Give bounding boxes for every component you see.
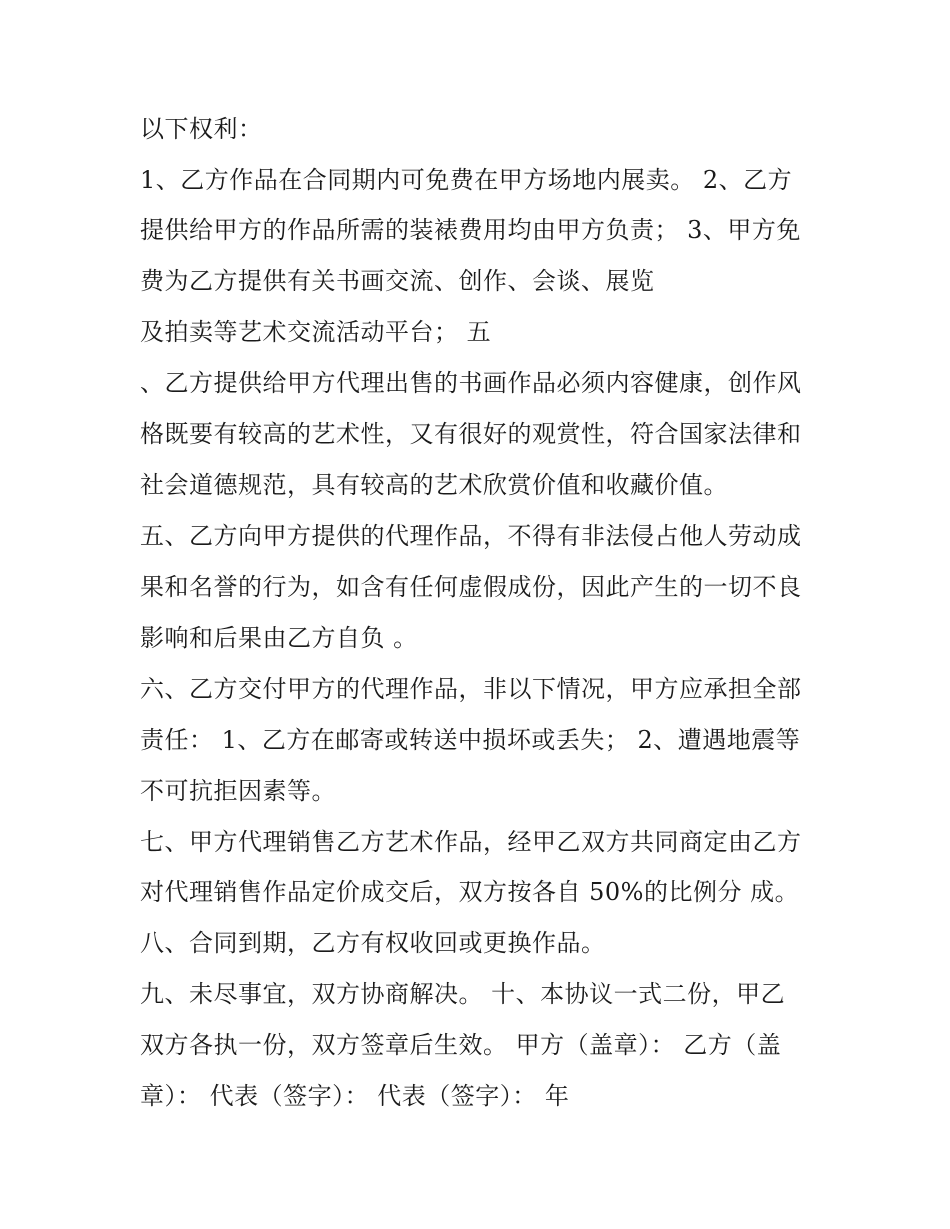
text-line: 1、乙方作品在合同期内可免费在甲方场地内展卖。 2、乙方 [140, 166, 793, 194]
text-line: 章）： 代表（签字）： 代表（签字）： 年 [140, 1082, 570, 1110]
text-line: 、乙方提供给甲方代理出售的书画作品必须内容健康，创作风 [140, 369, 802, 397]
text-line: 社会道德规范，具有较高的艺术欣赏价值和收藏价值。 [140, 471, 728, 499]
text-line: 八、合同到期，乙方有权收回或更换作品。 [140, 929, 606, 957]
text-line: 影响和后果由乙方自负 。 [140, 624, 418, 652]
text-line: 五、乙方向甲方提供的代理作品，不得有非法侵占他人劳动成 [140, 522, 802, 550]
text-line: 责任： 1、乙方在邮寄或转送中损坏或丢失； 2、遭遇地震等 [140, 726, 801, 754]
text-line: 及拍卖等艺术交流活动平台； 五 [140, 318, 492, 346]
text-line: 双方各执一份，双方签章后生效。 甲方（盖章）： 乙方（盖 [140, 1031, 782, 1059]
text-line: 费为乙方提供有关书画交流、创作、会谈、展览 [140, 267, 655, 295]
text-line: 以下权利： [140, 115, 263, 143]
text-line: 不可抗拒因素等。 [140, 777, 336, 805]
text-line: 提供给甲方的作品所需的装裱费用均由甲方负责； 3、甲方免 [140, 216, 801, 244]
text-line: 对代理销售作品定价成交后，双方按各自 50%的比例分 成。 [140, 878, 800, 906]
text-line: 果和名誉的行为，如含有任何虚假成份，因此产生的一切不良 [140, 573, 802, 601]
text-line: 七、甲方代理销售乙方艺术作品，经甲乙双方共同商定由乙方 [140, 828, 802, 856]
text-line: 九、未尽事宜，双方协商解决。 十、本协议一式二份，甲乙 [140, 980, 786, 1008]
text-line: 格既要有较高的艺术性，又有很好的观赏性，符合国家法律和 [140, 420, 802, 448]
text-line: 六、乙方交付甲方的代理作品，非以下情况，甲方应承担全部 [140, 675, 802, 703]
